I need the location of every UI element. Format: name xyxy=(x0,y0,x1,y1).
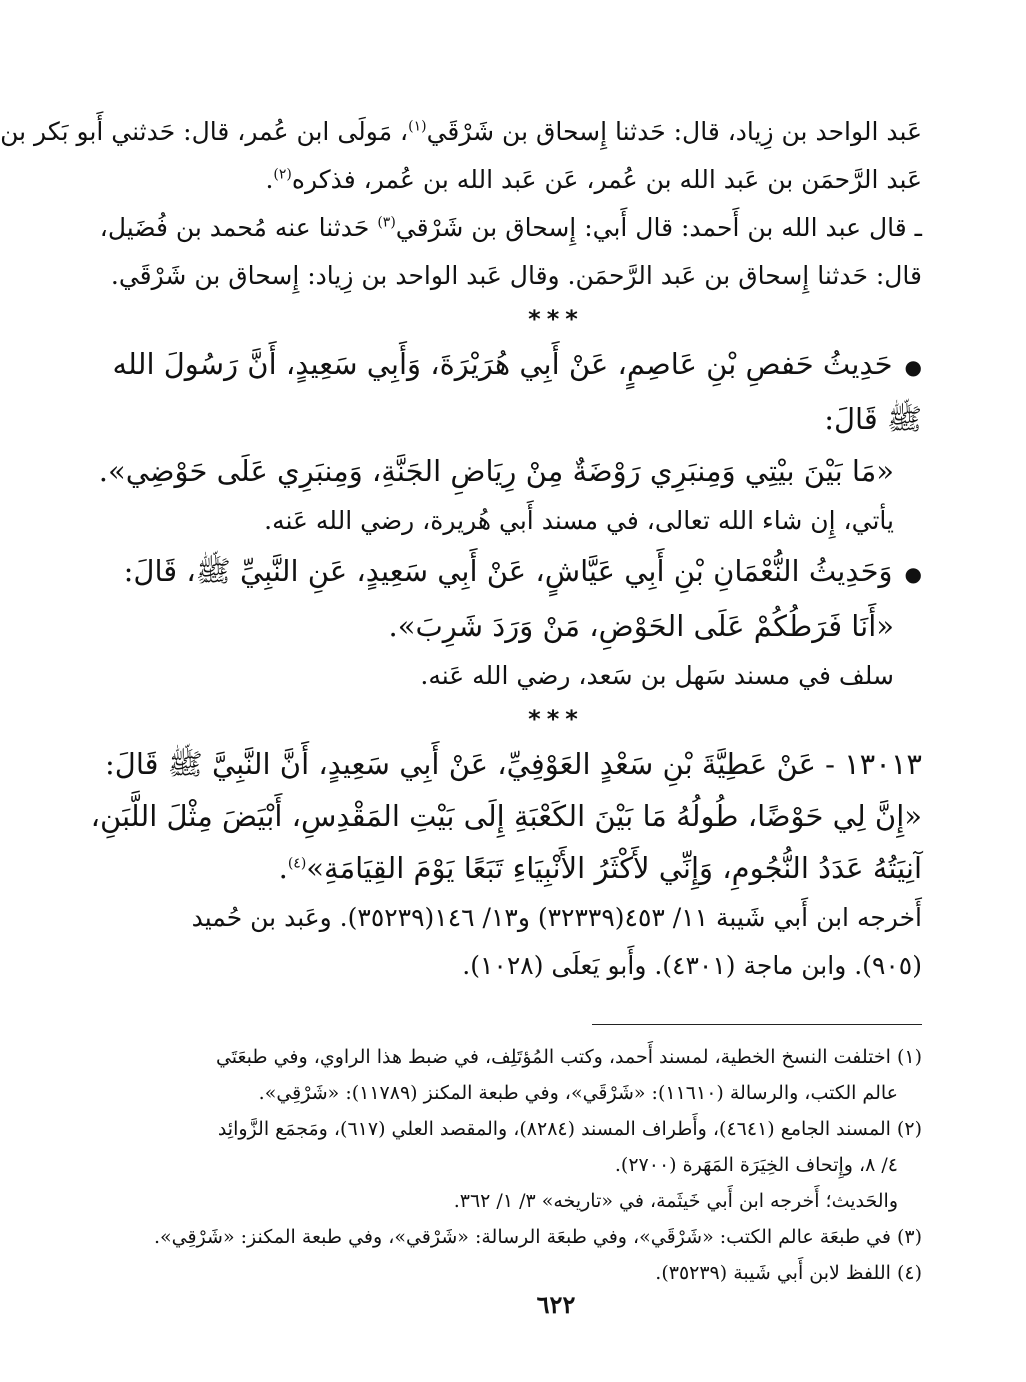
text-span: حَدثنا عنه مُحمد بن فُضَيل، xyxy=(99,213,378,242)
hadith-text-line: «إِنَّ لِي حَوْضًا، طُولُهُ مَا بَيْنَ الكَعْبَةِ إِلَى بَيْتِ المَقْدِسِ، أَبْيَضَ مِثْلَ اللَّبَنِ، xyxy=(90,799,922,833)
text-span: . xyxy=(265,165,274,194)
hadith-heading xyxy=(104,738,922,790)
cross-reference-note: يأتي، إِن شاء الله تعالى، في مسند أَبي هُريرة، رضي الله عَنه. xyxy=(264,506,894,535)
text-span: آنِيَتُهُ عَدَدُ النُّجُومِ، وَإِنِّي لأَكْثَرُ الأَنْبِيَاءِ تَبَعًا يَوْمَ القِيَامَةِ» xyxy=(306,851,922,885)
text-line xyxy=(99,204,922,252)
footnote-3: (٣) في طبعَة عالم الكتب: «شَرْقَي»، وفي طبعَة الرسالة: «شَرْقي»، وفي طبعة المكنز: «شَرْقِي». xyxy=(153,1226,922,1248)
footnote-2: (٢) المسند الجامع (٤٦٤١)، وأَطراف المسند (٨٢٨٤)، والمقصد العلي (٦١٧)، ومَجمَع الزَّوائِد xyxy=(217,1118,922,1140)
section-separator: *** xyxy=(528,305,584,333)
footnote-2-cont: ٤/ ٨، وإِتحاف الخِيَرَة المَهَرة (٢٧٠٠). xyxy=(614,1154,898,1176)
text-span: - عَنْ عَطِيَّةَ بْنِ سَعْدٍ العَوْفِيِّ، عَنْ أَبِي سَعِيدٍ، أَنَّ النَّبِيَّ ﷺ قَالَ: xyxy=(104,747,845,781)
cross-reference-note: سلف في مسند سَهل بن سَعد، رضي الله عَنه. xyxy=(420,661,894,690)
footnotes xyxy=(153,1039,922,1291)
text-span: ـ قال عبد الله بن أَحمد: قال أَبي: إِسحاق بن شَرْقي xyxy=(395,213,922,242)
hadith-13013 xyxy=(90,738,922,894)
text-span: . xyxy=(278,851,288,885)
hadith-heading-cont: ﷺ قَالَ: xyxy=(824,402,922,436)
text-span: ، مَولَى ابن عُمر، قال: حَدثني أَبو بَكر بن xyxy=(0,117,409,146)
hadith-quote: «مَا بَيْنَ بيْتِي وَمِنبَرِي رَوْضَةٌ مِنْ رِيَاضِ الجَنَّةِ، وَمِنبَرِي عَلَى حَوْضِي». xyxy=(98,454,894,488)
footnote-1-cont: عالم الكتب، والرسالة (١١٦١٠): «شَرْقَي»، وفي طبعة المكنز (١١٧٨٩): «شَرْقِي». xyxy=(258,1082,898,1104)
footnote-divider xyxy=(592,1024,922,1025)
hadith-text-line xyxy=(190,842,922,894)
takhrij-paragraph xyxy=(190,894,922,990)
footnote-4: (٤) اللفظ لابن أَبي شَيبة (٣٥٢٣٩). xyxy=(655,1262,922,1284)
footnote-ref[interactable]: (٤) xyxy=(287,855,307,872)
text-span: عَبد الواحد بن زِياد، قال: حَدثنا إِسحاق بن شَرْقَي xyxy=(426,117,922,146)
footnote-2-cont: والحَديث؛ أَخرجه ابن أَبي خَيثَمة، في «تاريخه» ٣/ ١/ ٣٦٢. xyxy=(453,1190,898,1212)
hadith-quote: «أَنَا فَرَطُكُمْ عَلَى الحَوْضِ، مَنْ وَرَدَ شَرِبَ». xyxy=(388,609,894,643)
footnote-ref[interactable]: (٢) xyxy=(273,166,292,183)
hadith-number: ١٣٠١٣ xyxy=(844,747,922,781)
text-line: قال: حَدثنا إِسحاق بن عَبد الرَّحمَن. وقال عَبد الواحد بن زِياد: إِسحاق بن شَرْقَي. xyxy=(110,261,922,290)
footnote-1: (١) اختلفت النسخ الخطية، لمسند أَحمد، وكتب المُؤتَلِف، في ضبط هذا الراوي، وفي طبعَتَي xyxy=(215,1046,922,1068)
text-line xyxy=(190,156,922,204)
footnote-ref[interactable]: (٣) xyxy=(377,214,396,231)
text-line: أَخرجه ابن أَبي شَيبة ١١/ ٤٥٣(٣٢٣٣٩) و١٣/ ١٤٦(٣٥٢٣٩). وعَبد بن حُميد xyxy=(191,903,922,932)
footnote-ref[interactable]: (١) xyxy=(408,118,427,135)
page-number: ٦٢٢ xyxy=(536,1290,576,1319)
paragraph-abdullah-note xyxy=(99,204,922,300)
hadith-hafs xyxy=(98,338,922,545)
hadith-heading: ● حَدِيثُ حَفصِ بْنِ عَاصِمٍ، عَنْ أَبِي هُرَيْرَةَ، وَأَبِي سَعِيدٍ، أَنَّ رَسُولَ الله xyxy=(190,338,922,393)
text-line: (٩٠٥). وابن ماجة (٤٣٠١). وأَبو يَعلَى (١٠٢٨). xyxy=(462,951,922,980)
paragraph-narration-chain xyxy=(0,108,922,204)
section-separator: *** xyxy=(528,705,584,733)
text-line xyxy=(0,108,922,156)
text-span: عَبد الرَّحمَن بن عَبد الله بن عُمر، عَن عَبد الله بن عُمر، فذكره xyxy=(291,165,922,194)
hadith-numan xyxy=(123,545,922,700)
hadith-heading: ● وَحَدِيثُ النُّعْمَانِ بْنِ أَبِي عَيَّاشٍ، عَنْ أَبِي سَعِيدٍ، عَنِ النَّبِيِّ ﷺ، قَالَ: xyxy=(190,545,922,600)
